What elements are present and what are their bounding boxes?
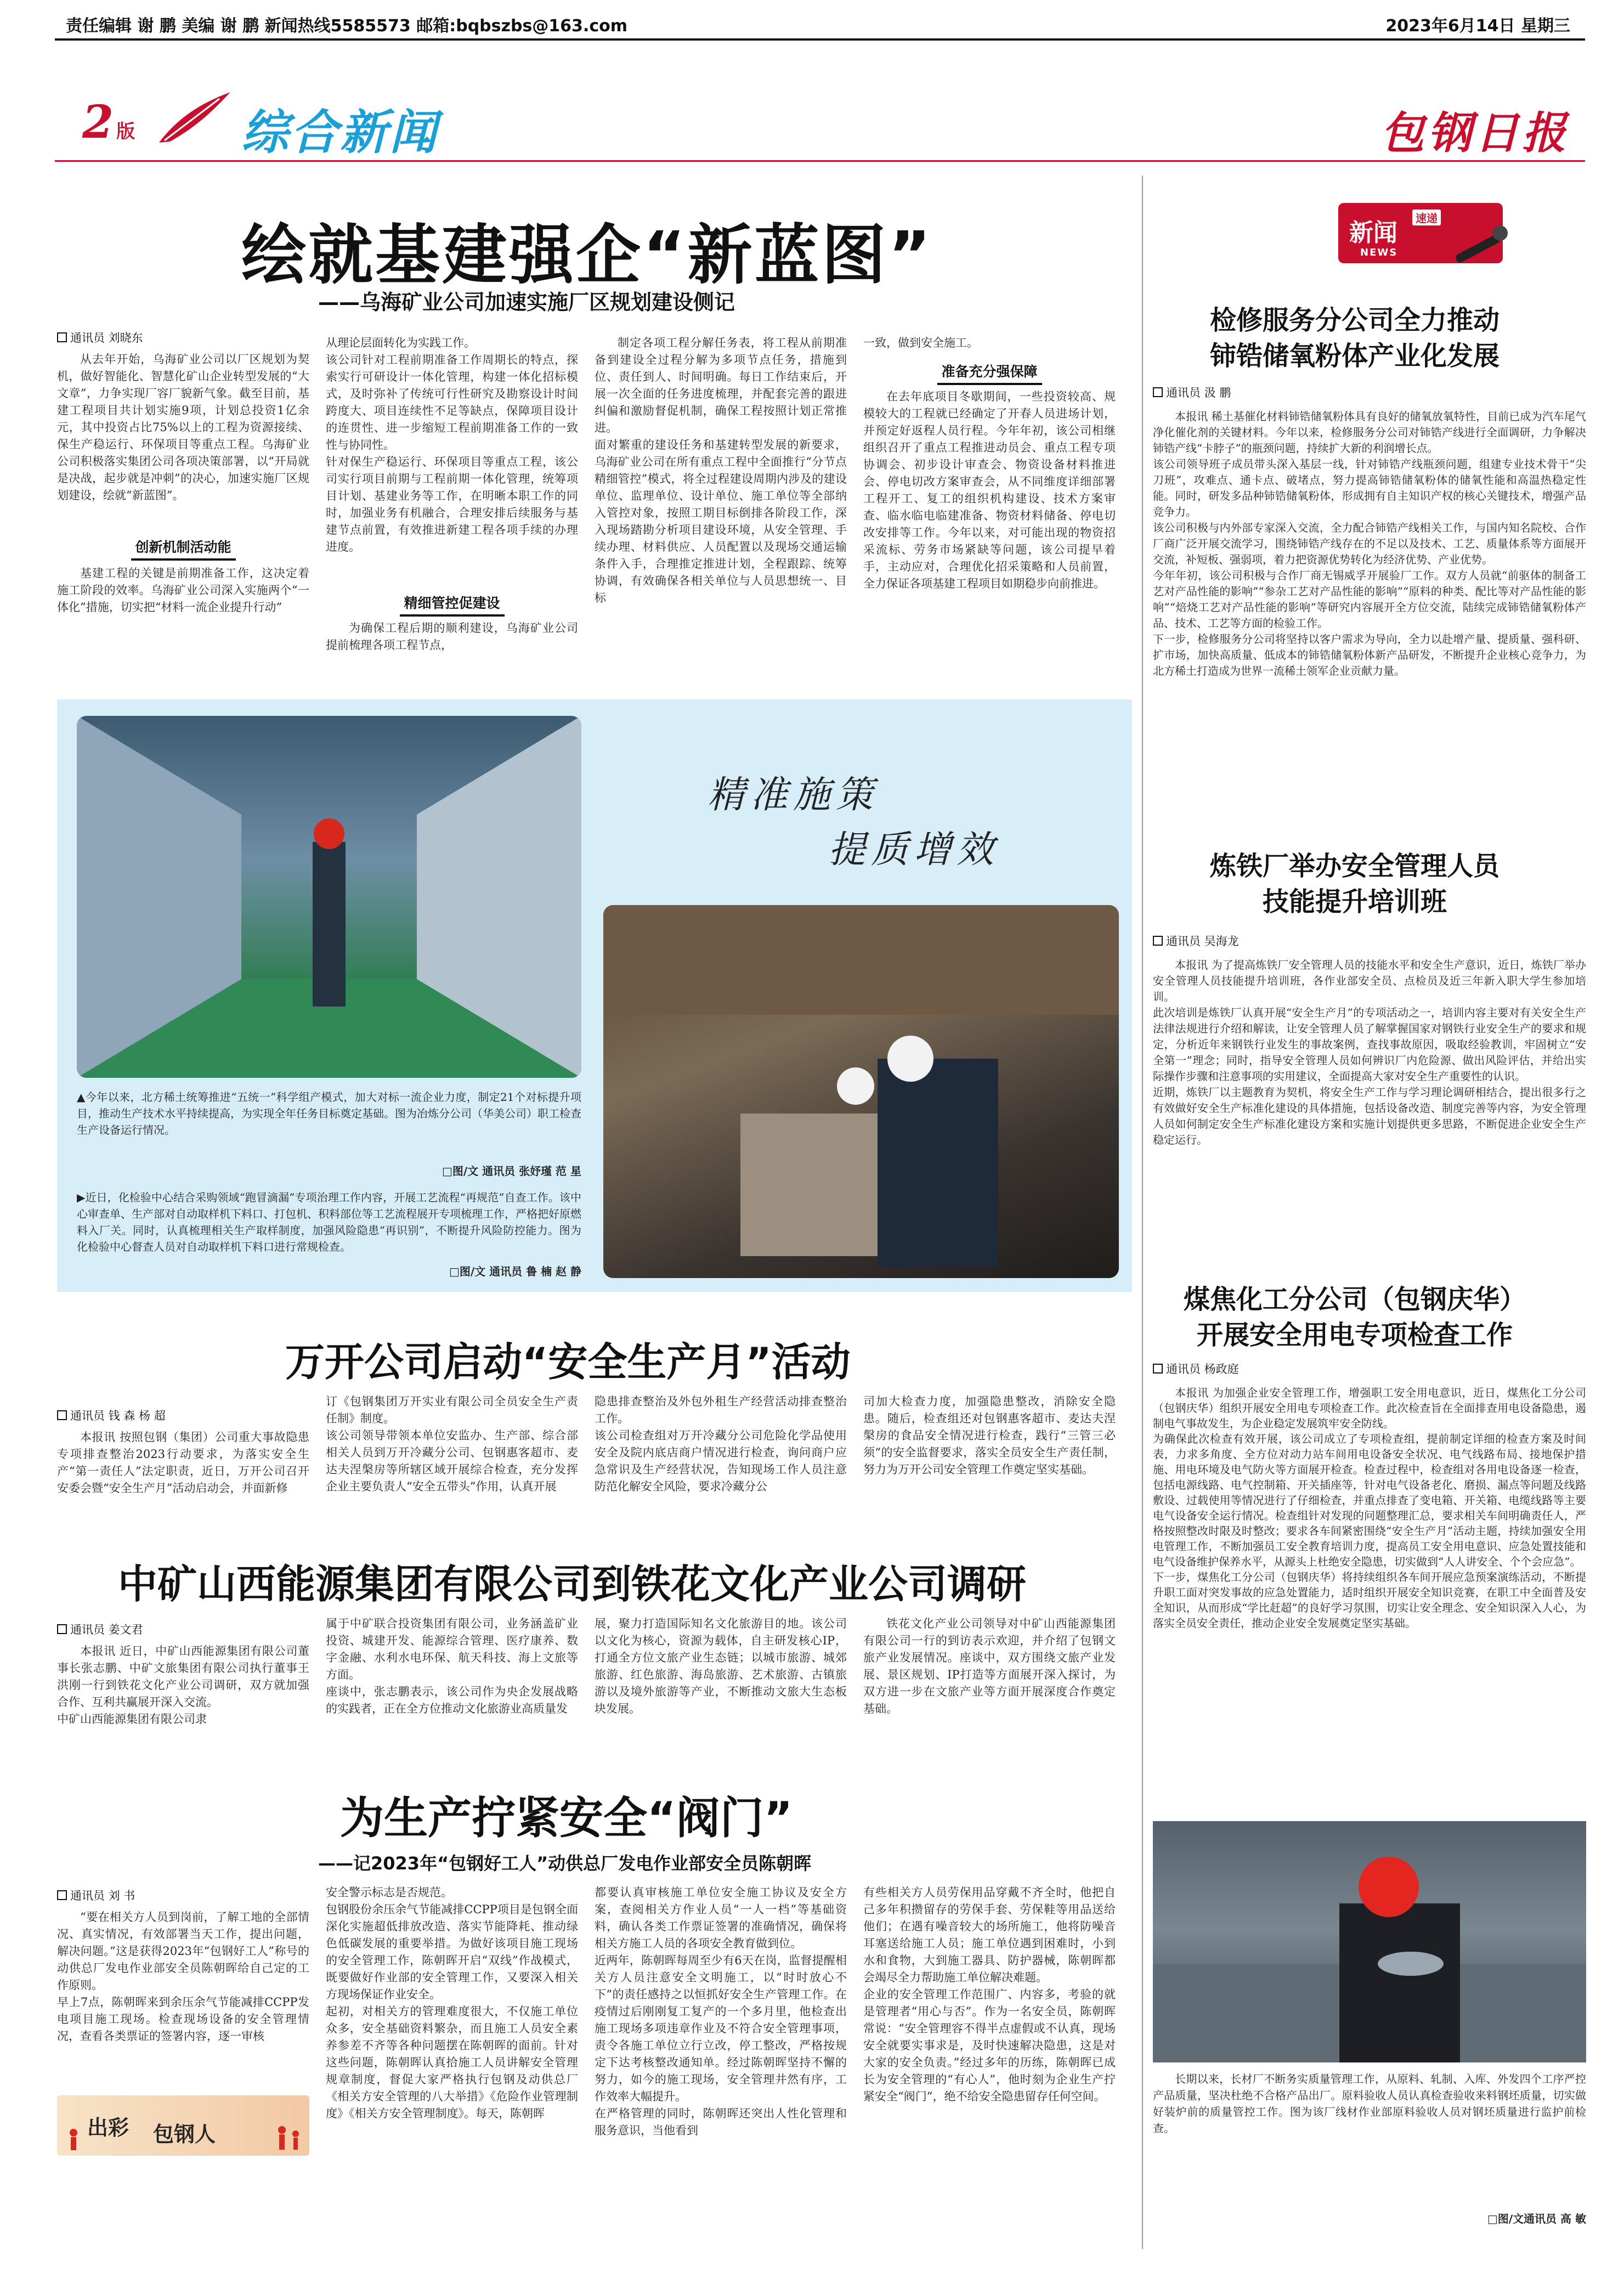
article1-subhead2-text: 精细管控促建设	[400, 592, 505, 617]
article1-col2a: 从理论层面转化为实践工作。 该公司针对工程前期准备工作周期长的特点，探索实行可研设计一体化管理，构建一体化招标模式，及时弥补了传统可行性研究及勘察设计时间跨度大、项目连续性不足等缺点，保障项目设计的连贯性、进一步缩短工程前期准备工作的一致性与协同性。 针对保生产稳运行、环保项目等重点工程，该公司实行项目前期与工程前期一体化管理，统筹项目计划、基建业务等工作，在明晰本职工作的同时，加强业务有机融合，合理安排后续服务与基建节点前置，有效推进新建工程各项手续的办理进度。	[326, 336, 578, 553]
right-photo-caption-credit: □图/文通讯员 高 敏	[1487, 2212, 1586, 2225]
wankai-byline: 通讯员 钱 森 杨 超	[57, 1407, 166, 1423]
quill-icon	[154, 88, 236, 148]
right2-body: 本报讯 为了提高炼铁厂安全管理人员的技能水平和安全生产意识，近日，炼铁厂举办安全管理人员技能提升培训班，各作业部安全员、点检员及近三年新入职大学生参加培训。 此次培训是炼铁厂认真开展“安全生产月”的专项活动之一，培训内容主要对有关安全生产法律法规进行介绍和解读，让安全管理人员了解掌握国家对钢铁行业安全生产的要求和规定，分析近年来钢铁行业发生的事故案例，查找事故原因，吸取经验教训，牢固树立“安全第一”理念；同时，指导安全管理人员如何辨识厂内危险源、做出风险评估，并给出实际操作步骤和注意事项的实用建议，全面提高大家对安全生产重要性的认识。 近期，炼铁厂以主题教育为契机，将安全生产工作与学习理论调研相结合，提出很多行之有效做好安全生产标准化建设的具体措施，包括设备改造、制度完善等内容，为安全管理人员如何制定安全生产标准化建设方案和实施计划提供更多思路，不断促进企业安全生产稳定运行。	[1153, 958, 1586, 1146]
valve-byline: 通讯员 刘 书	[57, 1887, 135, 1903]
page-number	[82, 96, 135, 149]
article1-title: 绘就基建强企“新蓝图”	[241, 217, 933, 293]
article1-subtitle: ——乌海矿业公司加速实施厂区规划建设侧记	[318, 290, 735, 314]
page-number-digit: 2	[82, 96, 114, 149]
article1-subhead3	[863, 362, 1116, 384]
news-badge-main: 新闻	[1349, 219, 1397, 247]
valve-banner	[57, 2095, 309, 2156]
paper-name: 包钢日报	[1380, 107, 1569, 159]
article1-col4b: 在去年底项目冬歇期间，一些投资较高、规模较大的工程就已经确定了开春人员进场计划，并预定好返程人员行程。今年年初，该公司相继组织召开了重点工程推进动员会、重点工程专项协调会、初步设计审查会、物资设备材料推进会、停电切改方案审查会，从不同维度详细部署工程开工、复工的组织机构建设、技术方案审查、临水临电临建准备、物资材料储备、停电切改安排等工作。今年以来，对可能出现的物资招采流标、劳务市场紧缺等问题，该公司提早着手，主动应对，合理优化招采策略和人员前置，全力保证各项基建工程项目如期稳步向前推进。	[863, 390, 1116, 590]
article1-col1a: 从去年开始，乌海矿业公司以厂区规划为契机，做好智能化、智慧化矿山企业转型发展的“大文章”，力争实现厂容厂貌新气象。截至目前，基建工程项目共计划实施9项，计划总投资1亿余元，其中投资占比75%以上的工程为资源接续、保生产稳运行、环保项目等重点工程。乌海矿业公司积极落实集团公司各项决策部署，以“开局就是决战，起步就是冲刺”的决心，加速实施厂区规划建设，绘就“新蓝图”。	[57, 353, 309, 502]
news-badge	[1338, 197, 1514, 274]
zhongkuang-col1: 本报讯 近日，中矿山西能源集团有限公司董事长张志鹏、中矿文旅集团有限公司执行董事王洪刚一行到铁花文化产业公司调研，双方就加强合作、互利共赢展开深入交流。 中矿山西能源集团有限公司隶	[57, 1644, 309, 1726]
article1-subhead1	[57, 538, 309, 559]
photo-caption2-credit: □图/文 通讯员 鲁 楠 赵 静	[449, 1265, 581, 1278]
wankai-col1: 本报讯 按照包钢（集团）公司重大事故隐患专项排查整治2023行动要求，为落实安全生产“第一责任人”法定职责，近日，万开公司召开安委会暨“安全生产月”活动启动会，并面新修	[57, 1431, 309, 1495]
wankai-title: 万开公司启动“安全生产月”活动	[285, 1339, 851, 1385]
right3-byline: 通讯员 杨政庭	[1153, 1360, 1239, 1377]
masthead-date: 2023年6月14日 星期三	[1385, 16, 1570, 36]
valve-banner-text-b: 包钢人	[153, 2122, 216, 2146]
slogan-line1: 精准施策	[708, 773, 879, 817]
photo-factory-aisle	[77, 716, 581, 1078]
article1-col3: 制定各项工程分解任务表，将工程从前期准备到建设全过程分解为多项节点任务，措施到位、责任到人、时间明确。每日工作结束后，开展一次全面的任务进度梳理，并配套完善的跟进纠偏和激励督促机制，确保工程按照计划正常推进。 面对繁重的建设任务和基建转型发展的新要求，乌海矿业公司在所有重点工程中全面推行“分节点精细管控”模式，将全过程建设周期内涉及的建设单位、监理单位、设计单位、施工单位等全部纳入管控对象，按照工期目标倒排各阶段工作，深入现场踏勘分析项目建设环境，从安全管理、手续办理、材料供应、人员配置以及现场交通运输条件入手，合理推定推进计划，全程跟踪、统筹协调，有效确保各相关单位与人员思想统一、目标	[595, 336, 847, 604]
wankai-col2: 订《包钢集团万开实业有限公司全员安全生产责任制》制度。 该公司领导带领本单位安监办、生产部、综合部相关人员到万开冷藏分公司、包钢惠客超市、麦达夫涅槃房等所辖区域开展综合检查，充分发挥企业主要负责人“安全五带头”作用，认真开展	[326, 1395, 578, 1493]
article1-subhead3-text: 准备充分强保障	[937, 361, 1042, 385]
masthead-editors: 责任编辑 谢 鹏 美编 谢 鹏 新闻热线5585573 邮箱:bqbszbs@163.com	[66, 16, 627, 36]
valve-title: 为生产拧紧安全“阀门”	[340, 1793, 793, 1844]
photo-inspection	[603, 905, 1119, 1278]
right2-byline: 通讯员 吴海龙	[1153, 932, 1239, 949]
right2-title-line1: 炼铁厂举办安全管理人员	[1209, 851, 1499, 881]
article1-col2b: 为确保工程后期的顺利建设，乌海矿业公司提前梳理各项工程节点，	[326, 621, 578, 652]
article1-col1b: 基建工程的关键是前期准备工作，这决定着施工阶段的效率。乌海矿业公司深入实施两个“一体化”措施，切实把“材料一流企业提升行动”	[57, 567, 309, 614]
masthead-rule-bottom	[55, 160, 1585, 162]
right2-title-line2: 技能提升培训班	[1262, 886, 1447, 917]
factory-aisle-illustration	[77, 716, 581, 1078]
right1-body: 本报讯 稀土基催化材料铈锆储氧粉体具有良好的储氧放氧特性，目前已成为汽车尾气净化催化剂的关键材料。今年以来，检修服务分公司对铈锆产线进行全面调研，力争解决铈锆产线“卡脖子”的瓶颈问题，持续扩大新的利润增长点。 该公司领导班子成员带头深入基层一线，针对铈锆产线瓶颈问题，组建专业技术骨干“尖刀班”，攻难点、通卡点、破堵点，努力提高铈锆储氧粉体的储氧性能和高温热稳定性能。同时，研发多品种铈锆储氧粉体，形成拥有自主知识产权的核心关键技术，增强产品竞争力。 该公司积极与内外部专家深入交流，全力配合铈锆产线相关工作，与国内知名院校、合作厂商广泛开展交流学习，围绕铈锆产线存在的不足以及技术、工艺、质量体系等方面展开交流，补短板、强弱项，着力把资源优势转化为经济优势、产业优势。 今年年初，该公司积极与合作厂商无锡威孚开展验厂工作。双方人员就“前驱体的制备工艺对产品性能的影响”“参杂工艺对产品性能的影响”“原料的种类、配比等对产品性能的影响”“焙烧工艺对产品性能的影响”等研究内容展开全方位交流，陆续完成铈锆储氧粉体产品、技术、工艺等方面的检验工作。 下一步，检修服务分公司将坚持以客户需求为导向，全力以赴增产量、提质量、强科研、扩市场，加快高质量、低成本的铈锆储氧粉体新产品研发，不断提升企业核心竞争力，为北方稀土打造成为世界一流稀土领军企业贡献力量。	[1153, 410, 1586, 677]
section-title: 综合新闻	[241, 105, 439, 160]
right1-title-line1: 检修服务分公司全力推动	[1209, 305, 1499, 336]
right-photo-caption: 长期以来，长材厂不断务实质量管理工作，从原料、轧制、入库、外发四个工序严控产品质量，坚决杜绝不合格产品出厂。原料验收人员认真检查验收来料钢坯质量，切实做好装炉前的质量管控工作。图为该厂线材作业部原料验收人员对钢坯质量进行监护前检查。	[1153, 2072, 1586, 2135]
article1-col4a: 一致，做到安全施工。	[863, 336, 978, 349]
wankai-col4: 司加大检查力度，加强隐患整改，消除安全隐患。随后，检查组还对包钢惠客超市、麦达夫涅槃房的食品安全情况进行检查，践行“三管三必须”的安全监督要求，落实全员安全生产责任制，努力为万开公司安全管理工作奠定坚实基础。	[863, 1395, 1116, 1476]
right1-byline: 通讯员 汲 鹏	[1153, 384, 1231, 400]
article1-byline: 通讯员 刘晓东	[57, 329, 143, 346]
valve-col4: 有些相关方人员劳保用品穿戴不齐全时，他把自己多年积攒留存的劳保手套、劳保鞋等用品送给他们；在遇有噪音较大的场所施工，他将防噪音耳塞送给施工人员；施工单位遇到困难时，小到水和食物，大到施工器具、防护器械，陈朝晖都会竭尽全力帮助施工单位解决难题。 企业的安全管理工作范围广、内容多，考验的就是管理者“用心与否”。作为一名安全员，陈朝晖常说：“安全管理容不得半点虚假或不认真，现场安全就要实事求是，及时快速解决隐患，这是对大家的安全负责。”经过多年的历练，陈朝晖已成长为安全管理的“有心人”，他时刻为企业生产拧紧安全“阀门”，绝不给安全隐患留存任何空间。	[863, 1886, 1116, 2103]
right3-title-line1: 煤焦化工分公司（包钢庆华）	[1183, 1284, 1526, 1315]
wankai-col3: 隐患排查整治及外包外租生产经营活动排查整治工作。 该公司检查组对万开冷藏分公司危险化学品使用安全及院内底店商户情况进行检查，询问商户应急常识及生产经营状况，告知现场工作人员注意防范化解安全风险，要求冷藏分公	[595, 1395, 847, 1493]
news-badge-tag: 速递	[1412, 210, 1441, 225]
article1-subhead1-text: 创新机制活动能	[131, 536, 236, 561]
page-number-suffix: 版	[116, 121, 135, 143]
steel-inspector-illustration	[1153, 1821, 1586, 2062]
slogan-line2: 提质增效	[828, 828, 1000, 872]
zhongkuang-byline: 通讯员 姜文君	[57, 1621, 143, 1637]
right3-title-line2: 开展安全用电专项检查工作	[1196, 1320, 1513, 1350]
zhongkuang-title: 中矿山西能源集团有限公司到铁花文化产业公司调研	[118, 1561, 1027, 1607]
photo-caption2: ▶近日，化检验中心结合采购领域“跑冒滴漏”专项治理工作内容，开展工艺流程“再规范”自查工作。该中心审查单、生产部对自动取样机下料口、打包机、积料部位等工艺流程展开专项梳理工作，严格把好原燃料入厂关。同时，认真梳理相关生产取样制度，加强风险隐患“再识别”，不断提升风险防控能力。图为化检验中心督查人员对自动取样机下料口进行常规检查。	[77, 1191, 581, 1253]
valve-subtitle: ——记2023年“包钢好工人”动供总厂发电作业部安全员陈朝晖	[318, 1853, 812, 1874]
right1-title-line2: 铈锆储氧粉体产业化发展	[1209, 341, 1499, 371]
photo-steel-inspector	[1153, 1821, 1586, 2062]
right3-body: 本报讯 为加强企业安全管理工作，增强职工安全用电意识，近日，煤焦化工分公司（包钢庆华）组织开展安全用电专项检查工作。此次检查旨在全面排查用电设备隐患，遏制电气事故发生，为企业稳定发展筑牢安全防线。 为确保此次检查有效开展，该公司成立了专项检查组，提前制定详细的检查方案及时间表，力求多角度、全方位对动力站车间用电设备安全状况、电气线路布局、接地保护措施、用电环境及电气防火等方面展开检查。检查过程中，检查组对各用电设备逐一检查，包括电源线路、电气控制箱、开关插座等，针对电气设备老化、磨损、漏点等问题及线路敷设、过载使用等情况进行了仔细检查，并重点排查了变电箱、开关箱、电缆线路等主要电气设备安全运行情况。检查组针对发现的问题整理汇总，要求相关车间明确责任人，严格按照整改时限及时整改；要求各车间紧密围绕“安全生产月”活动主题，持续加强安全用电管理工作，不断加强员工安全教育培训力度，提高员工安全用电意识、应急处置技能和电气设备维护保养水平，从源头上杜绝安全隐患，切实做到“人人讲安全、个个会应急”。 下一步，煤焦化工分公司（包钢庆华）将持续组织各车间开展应急预案演练活动，不断提升职工面对突发事故的应急处置能力，适时组织开展安全知识竞赛，在职工中全面普及安全知识，从而形成“学比赶超”的良好学习氛围，切实让安全理念、安全知识深入人心，为落实全员安全责任，推动企业安全发展奠定坚实基础。	[1153, 1386, 1586, 1630]
right-column-divider	[1142, 176, 1143, 2249]
microphone-icon	[1448, 219, 1514, 269]
photo-caption1-credit: □图/文 通讯员 张妤瑾 范 星	[442, 1165, 581, 1178]
masthead-rule-top	[55, 38, 1585, 41]
photo-caption1: ▲今年以来，北方稀土统筹推进“五统一”科学组产模式，加大对标一流企业力度，制定21个对标提升项目，推动生产技术水平持续提高，为实现全年任务目标奠定基础。图为冶炼分公司（华美公司）职工检查生产设备运行情况。	[77, 1090, 581, 1137]
valve-col3: 都要认真审核施工单位安全施工协议及安全方案，查阅相关方作业人员“一人一档”等基础资料，确认各类工作票证签署的准确情况，确保将相关方施工人员的各项安全教育做到位。 近两年，陈朝晖每周至少有6天在岗，监督提醒相关方人员注意安全文明施工，以“时时放心不下”的责任感持之以恒抓好安全生产管理工作。在疫情过后刚刚复工复产的一个多月里，他检查出施工现场多项违章作业及不符合安全管理事项，责令各施工单位立行立改，停工整改，严格按规定下达考核整改通知单。经过陈朝晖坚持不懈的努力，如今的施工现场，安全管理井然有序，工作效率大幅提升。 在严格管理的同时，陈朝晖还突出人性化管理和服务意识，当他看到	[595, 1886, 847, 2137]
zhongkuang-col3: 展，聚力打造国际知名文化旅游目的地。该公司以文化为核心，资源为载体，自主研发核心IP，打通全方位文旅产业生态链；以城市旅游、城郊旅游、红色旅游、海岛旅游、艺术旅游、古镇旅游以及境外旅游等产业，不断推动文旅大生态板块发展。	[595, 1617, 847, 1715]
zhongkuang-col4: 铁花文化产业公司领导对中矿山西能源集团有限公司一行的到访表示欢迎，并介绍了包钢文旅产业发展情况。座谈中，双方围绕文旅产业发展、景区规划、IP打造等方面展开深入探讨，为双方进一步在文旅产业等方面开展深度合作奠定基础。	[863, 1617, 1116, 1715]
news-badge-en: NEWS	[1360, 247, 1398, 258]
valve-col2: 安全警示标志是否规范。 包钢股份余压余气节能减排CCPP项目是包钢全面深化实施超低排放改造、落实节能降耗、推动绿色低碳发展的重要举措。为做好该项目施工现场的安全管理工作，陈朝晖开启“双线”作战模式，既要做好作业部的安全管理工作，又要深入相关方现场保证作业安全。 起初，对相关方的管理难度很大，不仅施工单位众多，安全基础资料繁杂，而且施工人员安全素养参差不齐等各种问题摆在陈朝晖的面前。针对这些问题，陈朝晖认真拾施工人员讲解安全管理规章制度，督促大家严格执行包钢及动供总厂《相关方安全管理的八大举措》《危险作业管理制度》《相关方安全管理制度》。每天，陈朝晖	[326, 1886, 578, 2120]
valve-col1: “要在相关方人员到岗前，了解工地的全部情况、真实情况，有效部署当天工作，提出问题，解决问题。”这是获得2023年“包钢好工人”称号的动供总厂发电作业部安全员陈朝晖给自己定的工作原则。 早上7点，陈朝晖来到余压余气节能减排CCPP发电项目施工现场。检查现场设备的安全管理情况，查看各类票证的签署内容，逐一审核	[57, 1911, 309, 2043]
zhongkuang-col2: 属于中矿联合投资集团有限公司，业务涵盖矿业投资、城建开发、能源综合管理、医疗康养、数字金融、水利水电环保、航天科技、海上文旅等方面。 座谈中，张志鹏表示，该公司作为央企发展战略的实践者，正在全方位推动文化旅游业高质量发	[326, 1617, 578, 1715]
article1-subhead2	[326, 594, 578, 615]
inspection-illustration	[603, 905, 1119, 1278]
valve-banner-text-a: 出彩	[87, 2115, 129, 2140]
